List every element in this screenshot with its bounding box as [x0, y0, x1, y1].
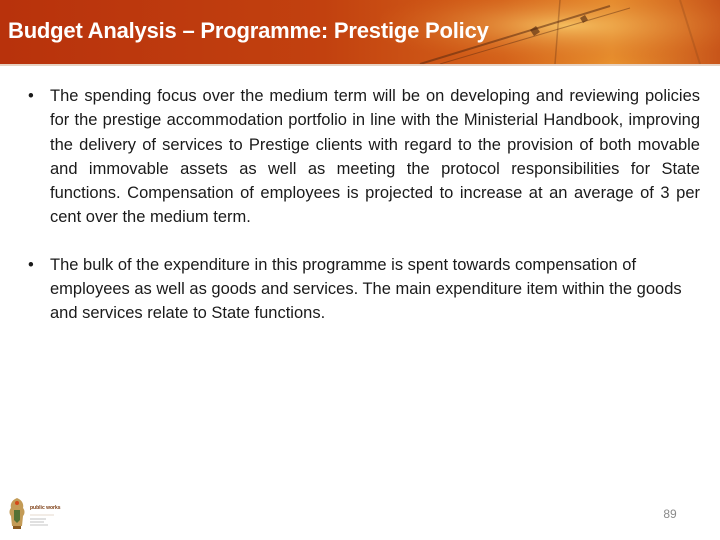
page-number: 89 [663, 507, 677, 521]
bullet-text: The spending focus over the medium term will be on developing and reviewing policies for the prestige accommodation portfolio in line with the Ministerial Handbook, improving the delivery of services to Prestige clients with regard to the provision of both movable and immovable assets as well as meeting the protocol responsibilities for State functions. Compensation of employees is projected to increase at an average of 3 per cent over the medium term. [50, 87, 700, 227]
department-logo-lines [28, 505, 62, 529]
bullet-dot-icon: • [28, 87, 34, 105]
bullet-text: The bulk of the expenditure in this programme is spent towards compensation of employees as well as goods and services. The main expenditure item within the goods and services relate to State functions. [50, 255, 682, 323]
bullet-item [28, 84, 700, 230]
coat-of-arms-icon [6, 496, 28, 532]
bullet-item [28, 253, 700, 326]
title-banner [0, 0, 720, 64]
slide-title: Budget Analysis – Programme: Prestige Policy [8, 18, 489, 43]
banner-divider [0, 64, 720, 66]
department-logo-text: public works [30, 505, 61, 511]
bullet-list [28, 84, 700, 326]
bullet-dot-icon: • [28, 255, 34, 274]
